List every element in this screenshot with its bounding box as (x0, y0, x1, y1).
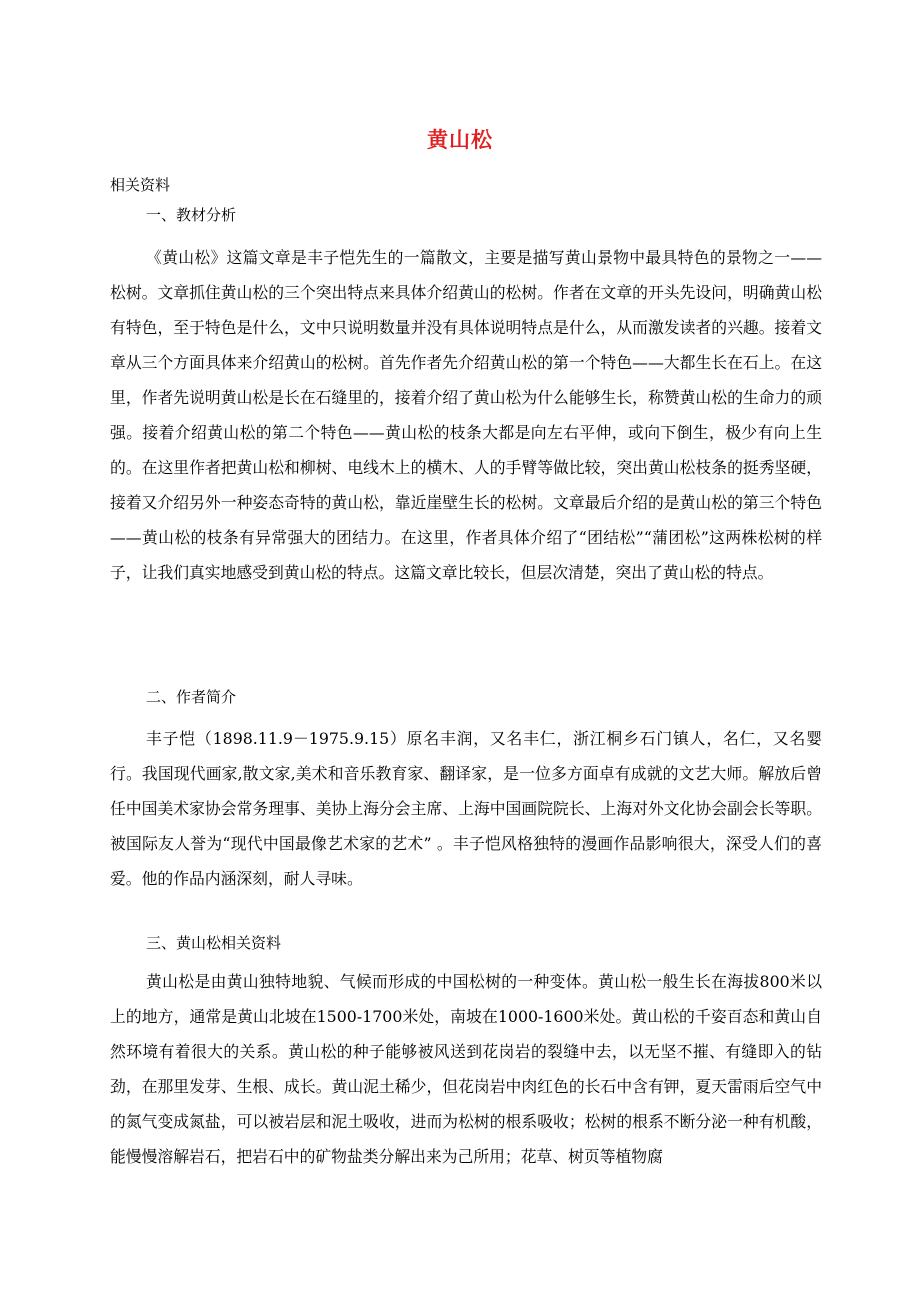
section-body-textbook-analysis: 《黄山松》这篇文章是丰子恺先生的一篇散文，主要是描写黄山景物中最具特色的景物之一——松树。文章抓住黄山松的三个突出特点来具体介绍黄山的松树。作者在文章的开头先设问，明确黄山松有特色，至于特色是什么，文中只说明数量并没有具体说明特点是什么，从而激发读者的兴趣。接着文章从三个方面具体来介绍黄山的松树。首先作者先介绍黄山松的第一个特色——大都生长在石上。在这里，作者先说明黄山松是长在石缝里的，接着介绍了黄山松为什么能够生长，称赞黄山松的生命力的顽强。接着介绍黄山松的第二个特色——黄山松的枝条大都是向左右平伸，或向下倒生，极少有向上生的。在这里作者把黄山松和柳树、电线木上的横木、人的手臂等做比较，突出黄山松枝条的挺秀坚硬，接着又介绍另外一种姿态奇特的黄山松，靠近崖壁生长的松树。文章最后介绍的是黄山松的第三个特色——黄山松的枝条有异常强大的团结力。在这里，作者具体介绍了“团结松”“蒲团松”这两株松树的样子，让我们真实地感受到黄山松的特点。这篇文章比较长，但层次清楚，突出了黄山松的特点。 (110, 248, 822, 582)
section-heading-author-intro: 二、作者简介 (146, 688, 237, 706)
subhead-related-materials: 相关资料 (110, 176, 171, 194)
page-title: 黄山松 (427, 128, 493, 152)
section-heading-pine-materials: 三、黄山松相关资料 (146, 934, 282, 952)
section-heading-textbook-analysis: 一、教材分析 (146, 206, 237, 224)
section-body-author-intro: 丰子恺（1898.11.9－1975.9.15）原名丰润，又名丰仁，浙江桐乡石门镇人，名仁，又名婴行。我国现代画家,散文家,美术和音乐教育家、翻译家，是一位多方面卓有成就的文艺大师。解放后曾任中国美术家协会常务理事、美协上海分会主席、上海中国画院院长、上海对外文化协会副会长等职。被国际友人誉为“现代中国最像艺术家的艺术” 。丰子恺风格独特的漫画作品影响很大，深受人们的喜爱。他的作品内涵深刻，耐人寻味。 (110, 729, 822, 888)
section-body-pine-materials: 黄山松是由黄山独特地貌、气候而形成的中国松树的一种变体。黄山松一般生长在海拔800米以上的地方，通常是黄山北坡在1500-1700米处，南坡在1000-1600米处。黄山松的千姿百态和黄山自然环境有着很大的关系。黄山松的种子能够被风送到花岗岩的裂缝中去，以无坚不摧、有缝即入的钻劲，在那里发芽、生根、成长。黄山泥土稀少，但花岗岩中肉红色的长石中含有钾，夏天雷雨后空气中的氮气变成氮盐，可以被岩层和泥土吸收，进而为松树的根系吸收；松树的根系不断分泌一种有机酸，能慢慢溶解岩石，把岩石中的矿物盐类分解出来为己所用；花草、树页等植物腐 (110, 972, 822, 1166)
